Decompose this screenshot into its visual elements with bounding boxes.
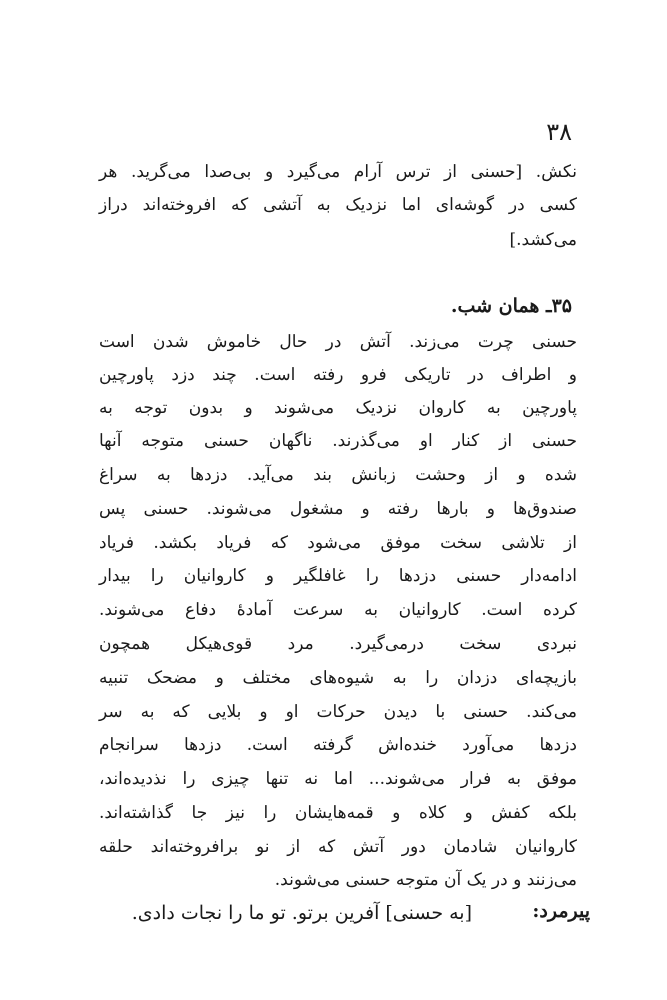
opening-line: می‌کشد.] xyxy=(509,230,577,250)
scene-line: و اطراف در تاریکی فرو رفته است. چند دزد پاورچین xyxy=(99,365,577,385)
scene-line: نبردی سخت درمی‌گیرد. مرد قوی‌هیکل همچون xyxy=(99,634,577,654)
opening-line: کسی در گوشه‌ای اما نزدیک به آتشی که افروخته‌اند دراز xyxy=(99,195,577,215)
scene-line: ادامه‌دار حسنی دزدها را غافلگیر و کاروانیان را بیدار xyxy=(99,566,577,586)
scene-line: صندوق‌ها و بارها رفته و مشغول می‌شوند. حسنی پس xyxy=(99,499,577,519)
scene-line: بلکه کفش و کلاه و قمه‌هایشان را نیز جا گذاشته‌اند. xyxy=(99,803,577,823)
scene-line: دزدها می‌آورد خنده‌اش گرفته است. دزدها سرانجام xyxy=(99,735,577,755)
speaker-name: پیرمرد: xyxy=(532,900,590,922)
scene-line: حسنی چرت می‌زند. آتش در حال خاموش شدن است xyxy=(99,332,577,352)
scene-line: کاروانیان شادمان دور آتش که از نو برافروخته‌اند حلقه xyxy=(99,837,577,857)
page-number: ۳۸ xyxy=(546,118,572,146)
scene-line: می‌کند. حسنی با دیدن حرکات او و بلایی که به سر xyxy=(99,702,577,722)
scene-heading: ۳۵ـ همان شب. xyxy=(450,295,572,317)
scene-line: کرده است. کاروانیان به سرعت آمادهٔ دفاع می‌شوند. xyxy=(99,600,577,620)
scene-line: پاورچین به کاروان نزدیک می‌شوند و بدون توجه به xyxy=(99,398,577,418)
opening-line: نکش. [حسنی از ترس آرام می‌گیرد و بی‌صدا می‌گرید. هر xyxy=(99,162,577,182)
dialogue-line: [به حسنی] آفرین برتو. تو ما را نجات دادی. xyxy=(131,902,472,924)
scene-line: موفق به فرار می‌شوند... اما نه تنها چیزی را نذدیده‌اند، xyxy=(99,769,577,789)
scene-line: از تلاشی سخت موفق می‌شود که فریاد بکشد. فریاد xyxy=(99,533,577,553)
scene-line: بازیچه‌ای دزدان را به شیوه‌های مختلف و مضحک تنبیه xyxy=(99,668,577,688)
scene-line: شده و از وحشت زبانش بند می‌آید. دزدها به سراغ xyxy=(99,465,577,485)
scene-line: می‌زنند و در یک آن متوجه حسنی می‌شوند. xyxy=(274,870,577,890)
scene-line: حسنی از کنار او می‌گذرند. ناگهان حسنی متوجه آنها xyxy=(99,431,577,451)
